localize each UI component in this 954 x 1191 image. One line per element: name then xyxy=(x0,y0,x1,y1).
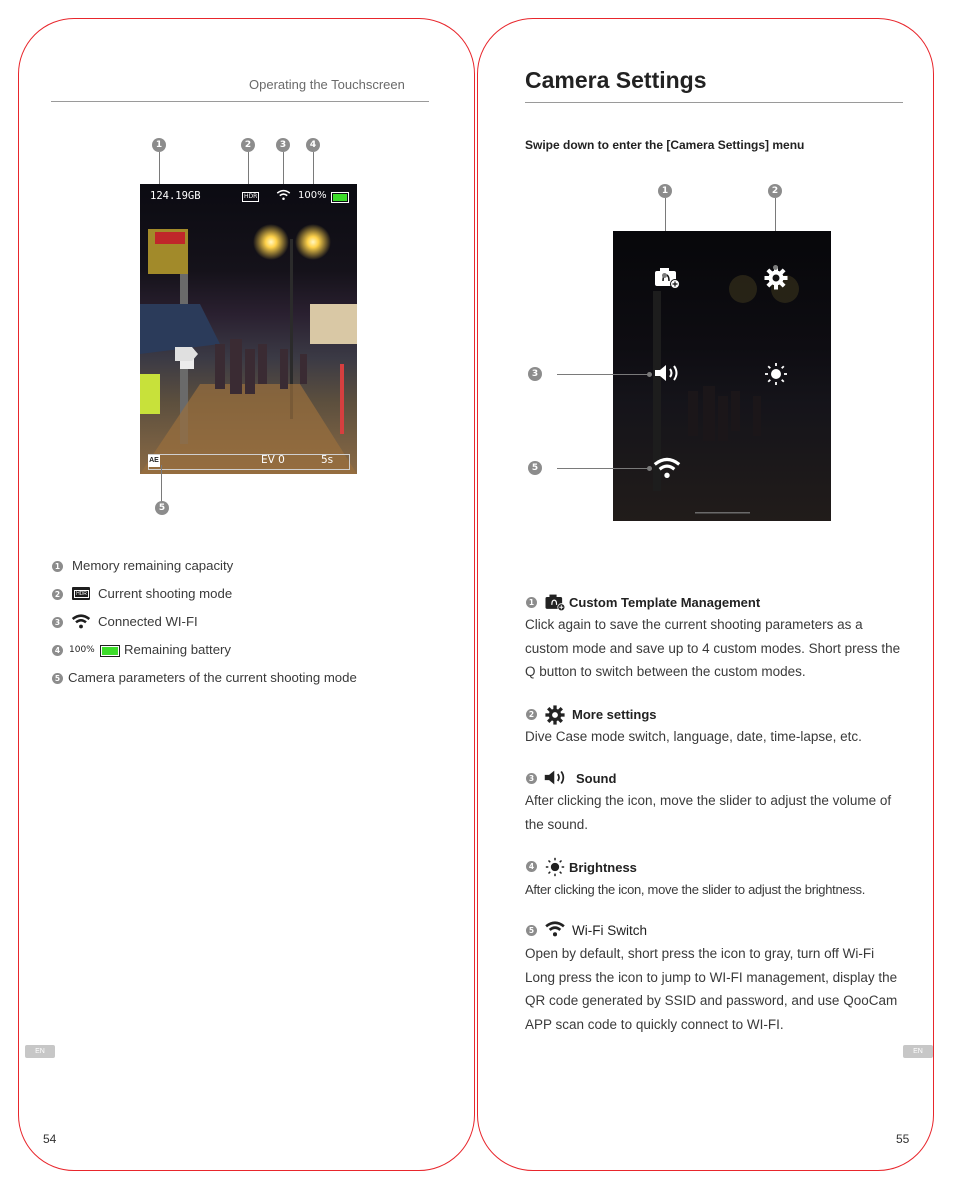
ev-readout: EV 0 xyxy=(261,454,285,466)
callout-3: 3 xyxy=(276,138,290,152)
legend-num-4: 4 xyxy=(52,645,63,656)
leader-5-dot xyxy=(647,466,652,471)
item-title-2: More settings xyxy=(572,707,657,722)
leader-3 xyxy=(557,374,649,375)
item-title-3: Sound xyxy=(576,771,617,786)
item-body-5: Open by default, short press the icon to gray, turn off Wi-Fi Long press the icon to jump to WI-FI management, display the QR code generated by SSID and password, and use QooCam APP scan code to quickly connect to WI-FI. xyxy=(525,946,898,1032)
camera-screen xyxy=(140,184,357,474)
wifi-icon[interactable] xyxy=(651,457,683,479)
night-street-photo xyxy=(140,184,357,474)
legend-num-1: 1 xyxy=(52,561,63,572)
item-title-4: Brightness xyxy=(569,860,637,875)
speaker-icon[interactable] xyxy=(653,362,683,384)
leader-5 xyxy=(161,465,162,502)
page-number: 54 xyxy=(43,1132,57,1146)
brightness-icon[interactable] xyxy=(764,362,788,386)
wifi-icon xyxy=(544,921,566,937)
hdr-mode-icon: HDR xyxy=(72,587,90,600)
custom-template-icon[interactable] xyxy=(654,266,680,290)
battery-readout: 100% xyxy=(298,190,327,201)
legend-text-5: Camera parameters of the current shooting mode xyxy=(68,670,357,685)
callout-2: 2 xyxy=(241,138,255,152)
title-rule xyxy=(525,102,903,103)
speaker-icon xyxy=(543,768,569,787)
leader-1-dot xyxy=(662,273,667,278)
dimmed-street-photo xyxy=(613,231,831,521)
parameter-bar xyxy=(148,454,350,470)
item-num-4: 4 xyxy=(526,861,537,872)
item-num-3: 3 xyxy=(526,773,537,784)
item-body-1: Click again to save the current shooting parameters as a custom mode and save up to 4 custom modes. Short press the Q button to switch between the custom modes. xyxy=(525,617,901,679)
item-body-3: After clicking the icon, move the slider to adjust the volume of the sound. xyxy=(525,793,892,832)
timer-readout: 5s xyxy=(321,454,334,466)
hdr-mode-icon: HDR xyxy=(244,193,258,200)
legend-text-3: Connected WI-FI xyxy=(98,614,198,629)
callout-2: 2 xyxy=(768,184,782,198)
callout-4: 4 xyxy=(306,138,320,152)
legend-num-3: 3 xyxy=(52,617,63,628)
language-tab: EN xyxy=(25,1045,55,1058)
custom-template-icon xyxy=(544,593,566,612)
legend-num-5: 5 xyxy=(52,673,63,684)
wifi-icon xyxy=(276,189,291,201)
ae-badge: AE xyxy=(148,455,160,467)
item-num-2: 2 xyxy=(526,709,537,720)
gear-icon xyxy=(545,705,565,725)
page-title: Camera Settings xyxy=(525,67,707,93)
item-title-1: Custom Template Management xyxy=(569,595,761,610)
settings-screen xyxy=(613,231,831,521)
leader-5 xyxy=(557,468,649,469)
leader-3-dot xyxy=(647,372,652,377)
storage-readout: 124.19GB xyxy=(150,190,201,202)
running-header: Operating the Touchscreen xyxy=(249,77,405,92)
legend-text-4: Remaining battery xyxy=(124,642,232,657)
legend-num-2: 2 xyxy=(52,589,63,600)
leader-2-dot xyxy=(773,265,778,270)
item-body-4: After clicking the icon, move the slider to adjust the brightness. xyxy=(525,882,866,897)
item-body-2: Dive Case mode switch, language, date, time-lapse, etc. xyxy=(525,729,862,744)
legend-battery-value: 100% xyxy=(69,645,95,655)
legend-text-2: Current shooting mode xyxy=(98,586,233,601)
brightness-icon xyxy=(545,857,565,877)
callout-5: 5 xyxy=(528,461,542,475)
callout-5: 5 xyxy=(155,501,169,515)
callout-3: 3 xyxy=(528,367,542,381)
item-num-5: 5 xyxy=(526,925,537,936)
legend-text-1: Memory remaining capacity xyxy=(72,558,234,573)
callout-1: 1 xyxy=(152,138,166,152)
swipe-instruction: Swipe down to enter the [Camera Settings] menu xyxy=(525,138,805,152)
item-num-1: 1 xyxy=(526,597,537,608)
header-rule xyxy=(51,101,429,102)
item-title-5: Wi-Fi Switch xyxy=(572,923,647,938)
page-number: 55 xyxy=(896,1132,910,1146)
wifi-icon xyxy=(71,614,91,629)
callout-1: 1 xyxy=(658,184,672,198)
battery-icon xyxy=(331,192,349,203)
language-tab: EN xyxy=(903,1045,933,1058)
battery-icon xyxy=(100,645,120,657)
